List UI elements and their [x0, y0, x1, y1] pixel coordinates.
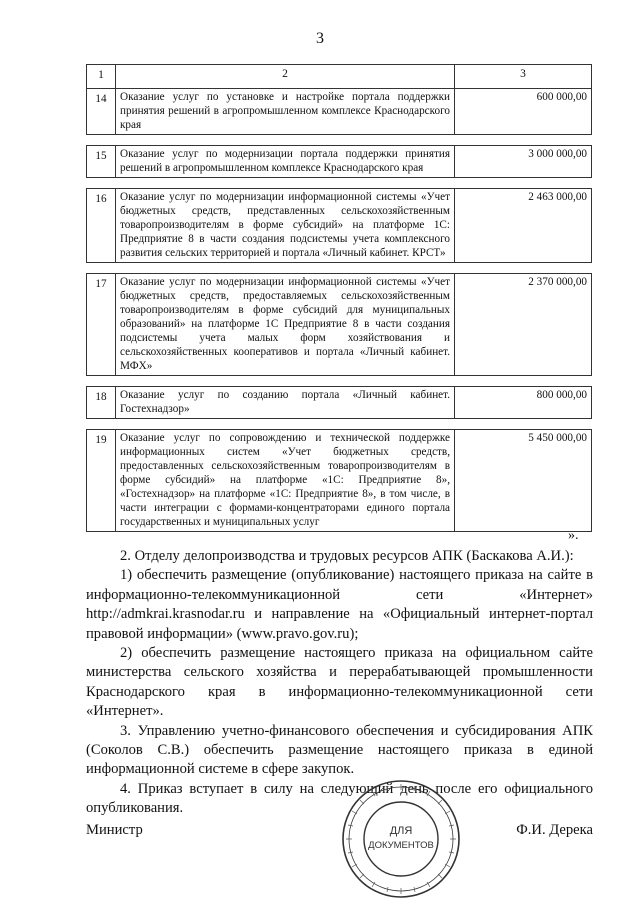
row-spacer [87, 263, 592, 274]
table-header-col-1: 1 [87, 65, 116, 89]
table-closing-mark: ». [568, 528, 579, 543]
table-header-col-3: 3 [455, 65, 592, 89]
row-spacer [87, 178, 592, 189]
paragraph-2: 2. Отделу делопроизводства и трудовых ресурсов АПК (Баскакова А.И.): [120, 548, 574, 564]
row-amount: 2 370 000,00 [455, 274, 592, 376]
row-amount: 5 450 000,00 [455, 430, 592, 532]
row-amount: 3 000 000,00 [455, 146, 592, 178]
expenditure-table [86, 64, 592, 532]
spacer-cell [455, 376, 592, 387]
table-row [87, 430, 592, 532]
table-header-col-2: 2 [116, 65, 455, 89]
row-description: Оказание услуг по созданию портала «Личный кабинет. Гостехнадзор» [116, 387, 455, 419]
spacer-cell [87, 419, 116, 430]
spacer-cell [116, 376, 455, 387]
spacer-cell [455, 263, 592, 274]
row-number: 16 [87, 189, 116, 263]
spacer-cell [116, 178, 455, 189]
stamp-text-line1: ДЛЯ [389, 825, 413, 837]
row-spacer [87, 376, 592, 387]
spacer-cell [87, 263, 116, 274]
spacer-cell [87, 178, 116, 189]
spacer-cell [87, 376, 116, 387]
row-description: Оказание услуг по установке и настройке портала поддержки принятия решений в агропромышленном комплексе Краснодарского края [116, 89, 455, 135]
document-stamp [340, 778, 462, 900]
row-number: 19 [87, 430, 116, 532]
row-description: Оказание услуг по модернизации портала поддержки принятия решений в агропромышленном комплексе Краснодарского края [116, 146, 455, 178]
page-number: 3 [316, 30, 324, 47]
row-number: 18 [87, 387, 116, 419]
row-amount: 600 000,00 [455, 89, 592, 135]
signatory-name: Ф.И. Дерека [516, 822, 593, 838]
table-header-row [87, 65, 592, 89]
spacer-cell [87, 135, 116, 146]
spacer-cell [455, 419, 592, 430]
row-amount: 2 463 000,00 [455, 189, 592, 263]
table-row [87, 274, 592, 376]
row-number: 17 [87, 274, 116, 376]
row-number: 14 [87, 89, 116, 135]
spacer-cell [116, 135, 455, 146]
paragraph-2-1: 1) обеспечить размещение (опубликование) настоящего приказа на сайте в информационно-телекоммуникационной сети «Интернет» http://admkrai.krasnodar.ru и направление на «Официальный интернет-портал правовой информации» (www.pravo.gov.ru); [86, 567, 593, 642]
spacer-cell [455, 135, 592, 146]
row-description: Оказание услуг по модернизации информационной системы «Учет бюджетных средств, предоставляемых сельскохозяйственным товаропроизводителям в форме субсидий для муниципальных образований» на платформе 1С Предприятие 8 в части создания подсистемы учета малых форм хозяйствования и сельскохозяйственных кооперативов и портала «Личный кабинет. МФХ» [116, 274, 455, 376]
spacer-cell [116, 419, 455, 430]
table-row [87, 189, 592, 263]
paragraph-4: 4. Приказ вступает в силу на следующий день после его официального опубликования. [86, 780, 593, 817]
row-description: Оказание услуг по модернизации информационной системы «Учет бюджетных средств, представленных сельскохозяйственным товаропроизводителям в форме субсидий» на платформе 1С: Предприятие 8 в части создания подсистемы учета комплексного развития сельских территорией и портала «Личный кабинет. КРСТ» [116, 189, 455, 263]
paragraph-3: 3. Управлению учетно-финансового обеспечения и субсидирования АПК (Соколов С.В.) обеспечить размещение настоящего приказа в единой информационной системе в сфере закупок. [86, 722, 593, 778]
row-number: 15 [87, 146, 116, 178]
signatory-title: Министр [86, 822, 143, 838]
table-row [87, 146, 592, 178]
row-amount: 800 000,00 [455, 387, 592, 419]
row-spacer [87, 419, 592, 430]
row-spacer [87, 135, 592, 146]
stamp-text-line2: ДОКУМЕНТОВ [368, 840, 434, 851]
table-row [87, 387, 592, 419]
row-description: Оказание услуг по сопровождению и технической поддержке информационных систем «Учет бюджетных средств, предоставленных сельскохозяйственным товаропроизводителям в форме субсидий» на платформе «1С: Предприятие 8», «Гостехнадзор» на платформе «1С: Предприятие 8», в том числе, в части интеграции с формами-концентраторами единого портала государственных и муниципальных услуг [116, 430, 455, 532]
spacer-cell [455, 178, 592, 189]
table-row [87, 89, 592, 135]
paragraph-2-2: 2) обеспечить размещение настоящего приказа на официальном сайте министерства сельского хозяйства и перерабатывающей промышленности Краснодарского края в информационно-телекоммуникационной сети «Интернет». [86, 645, 593, 720]
spacer-cell [116, 263, 455, 274]
